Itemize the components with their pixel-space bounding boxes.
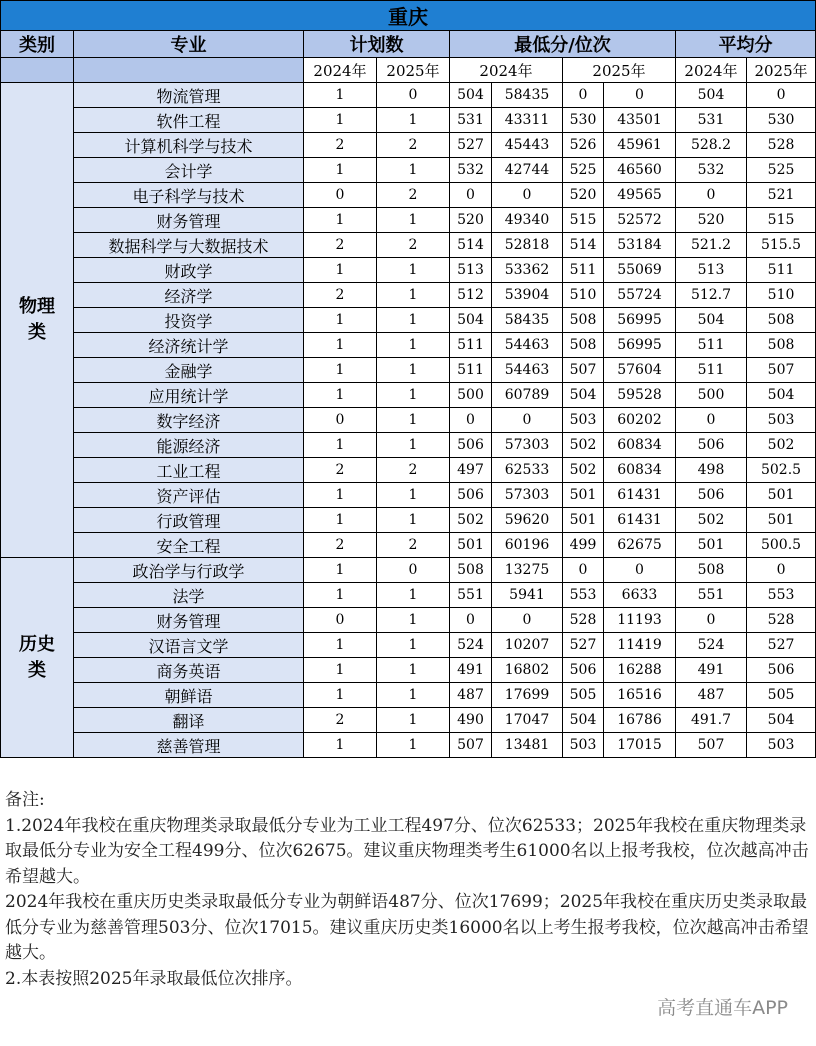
major-cell: 电子科学与技术 xyxy=(74,183,304,208)
avg-2025-cell: 507 xyxy=(747,358,816,383)
header-row xyxy=(1,31,816,58)
min-2024-cell: 0 xyxy=(450,183,492,208)
min-2025-cell: 0 xyxy=(563,83,604,108)
min-2025-cell: 503 xyxy=(563,733,604,758)
min-2025-cell: 530 xyxy=(563,108,604,133)
min-2025-cell: 514 xyxy=(563,233,604,258)
rank-2025-cell: 60202 xyxy=(604,408,676,433)
rank-2025-cell: 55069 xyxy=(604,258,676,283)
min-2024-cell: 506 xyxy=(450,483,492,508)
major-cell: 数字经济 xyxy=(74,408,304,433)
avg-2025-cell: 502 xyxy=(747,433,816,458)
min-2024-cell: 500 xyxy=(450,383,492,408)
min-2024-cell: 504 xyxy=(450,83,492,108)
table-row xyxy=(1,633,816,658)
plan-2024-cell: 1 xyxy=(304,683,377,708)
avg-2024-cell: 0 xyxy=(676,408,747,433)
rank-2025-cell: 49565 xyxy=(604,183,676,208)
avg-2025-cell: 521 xyxy=(747,183,816,208)
rank-2025-cell: 55724 xyxy=(604,283,676,308)
min-2025-cell: 510 xyxy=(563,283,604,308)
avg-2024-cell: 0 xyxy=(676,183,747,208)
category-text-line-2: 类 xyxy=(28,322,46,343)
plan-2025-cell: 0 xyxy=(377,83,450,108)
table-row xyxy=(1,283,816,308)
min-2025-cell: 525 xyxy=(563,158,604,183)
major-cell: 会计学 xyxy=(74,158,304,183)
avg-2024-cell: 507 xyxy=(676,733,747,758)
min-2025-cell: 527 xyxy=(563,633,604,658)
rank-2024-cell: 5941 xyxy=(492,583,563,608)
min-2024-cell: 532 xyxy=(450,158,492,183)
table-row xyxy=(1,608,816,633)
rank-2025-cell: 0 xyxy=(604,558,676,583)
plan-2024-cell: 1 xyxy=(304,483,377,508)
avg-2024-cell: 500 xyxy=(676,383,747,408)
min-2025-cell: 503 xyxy=(563,408,604,433)
avg-2024-cell: 524 xyxy=(676,633,747,658)
min-2025-cell: 506 xyxy=(563,658,604,683)
year-blank-major xyxy=(74,58,304,83)
avg-2025-cell: 503 xyxy=(747,733,816,758)
plan-2025-cell: 1 xyxy=(377,358,450,383)
table-row xyxy=(1,208,816,233)
notes-line-1: 1.2024年我校在重庆物理类录取最低分专业为工业工程497分、位次62533；2025年我校在重庆物理类录取最低分专业为安全工程499分、位次62675。建议重庆物理类考生61000名以上报考我校，位次越高冲击希望越大。 xyxy=(5,815,809,887)
avg-2025-cell: 515 xyxy=(747,208,816,233)
min-2024-cell: 502 xyxy=(450,508,492,533)
min-2025-cell: 502 xyxy=(563,458,604,483)
avg-2024-cell: 491 xyxy=(676,658,747,683)
plan-2025-cell: 2 xyxy=(377,183,450,208)
min-2024-cell: 497 xyxy=(450,458,492,483)
avg-2025-cell: 553 xyxy=(747,583,816,608)
rank-2025-cell: 61431 xyxy=(604,483,676,508)
avg-2025-cell: 501 xyxy=(747,508,816,533)
rank-2025-cell: 6633 xyxy=(604,583,676,608)
min-2025-cell: 507 xyxy=(563,358,604,383)
major-cell: 经济统计学 xyxy=(74,333,304,358)
plan-2024-cell: 1 xyxy=(304,83,377,108)
header-category: 类别 xyxy=(1,31,74,58)
avg-2024-cell: 0 xyxy=(676,608,747,633)
table-row xyxy=(1,333,816,358)
year-min-2025: 2025年 xyxy=(563,58,676,83)
major-cell: 软件工程 xyxy=(74,108,304,133)
rank-2025-cell: 46560 xyxy=(604,158,676,183)
rank-2025-cell: 11193 xyxy=(604,608,676,633)
major-cell: 资产评估 xyxy=(74,483,304,508)
avg-2024-cell: 512.7 xyxy=(676,283,747,308)
plan-2025-cell: 1 xyxy=(377,158,450,183)
min-2025-cell: 511 xyxy=(563,258,604,283)
min-2025-cell: 504 xyxy=(563,708,604,733)
table-row xyxy=(1,258,816,283)
rank-2025-cell: 16288 xyxy=(604,658,676,683)
avg-2025-cell: 504 xyxy=(747,708,816,733)
plan-2024-cell: 2 xyxy=(304,283,377,308)
avg-2024-cell: 491.7 xyxy=(676,708,747,733)
plan-2025-cell: 1 xyxy=(377,483,450,508)
plan-2024-cell: 1 xyxy=(304,558,377,583)
rank-2025-cell: 43501 xyxy=(604,108,676,133)
avg-2025-cell: 0 xyxy=(747,83,816,108)
year-plan-2024: 2024年 xyxy=(304,58,377,83)
rank-2025-cell: 57604 xyxy=(604,358,676,383)
major-cell: 翻译 xyxy=(74,708,304,733)
rank-2024-cell: 13481 xyxy=(492,733,563,758)
avg-2025-cell: 0 xyxy=(747,558,816,583)
avg-2025-cell: 503 xyxy=(747,408,816,433)
min-2025-cell: 528 xyxy=(563,608,604,633)
major-cell: 法学 xyxy=(74,583,304,608)
year-avg-2024: 2024年 xyxy=(676,58,747,83)
header-major: 专业 xyxy=(74,31,304,58)
title-row xyxy=(1,1,816,31)
major-cell: 物流管理 xyxy=(74,83,304,108)
rank-2025-cell: 56995 xyxy=(604,308,676,333)
avg-2025-cell: 504 xyxy=(747,383,816,408)
min-2024-cell: 520 xyxy=(450,208,492,233)
plan-2025-cell: 1 xyxy=(377,408,450,433)
rank-2024-cell: 54463 xyxy=(492,333,563,358)
min-2025-cell: 0 xyxy=(563,558,604,583)
rank-2024-cell: 52818 xyxy=(492,233,563,258)
rank-2024-cell: 57303 xyxy=(492,483,563,508)
min-2025-cell: 499 xyxy=(563,533,604,558)
min-2024-cell: 487 xyxy=(450,683,492,708)
plan-2025-cell: 1 xyxy=(377,333,450,358)
min-2025-cell: 526 xyxy=(563,133,604,158)
plan-2025-cell: 1 xyxy=(377,633,450,658)
table-row xyxy=(1,458,816,483)
plan-2024-cell: 0 xyxy=(304,408,377,433)
avg-2024-cell: 506 xyxy=(676,483,747,508)
plan-2024-cell: 1 xyxy=(304,733,377,758)
avg-2025-cell: 510 xyxy=(747,283,816,308)
plan-2025-cell: 1 xyxy=(377,608,450,633)
major-cell: 朝鲜语 xyxy=(74,683,304,708)
plan-2025-cell: 2 xyxy=(377,533,450,558)
avg-2024-cell: 520 xyxy=(676,208,747,233)
plan-2025-cell: 1 xyxy=(377,283,450,308)
plan-2025-cell: 1 xyxy=(377,208,450,233)
plan-2025-cell: 1 xyxy=(377,683,450,708)
avg-2024-cell: 501 xyxy=(676,533,747,558)
major-cell: 财政学 xyxy=(74,258,304,283)
table-row xyxy=(1,133,816,158)
major-cell: 投资学 xyxy=(74,308,304,333)
avg-2024-cell: 504 xyxy=(676,308,747,333)
rank-2024-cell: 62533 xyxy=(492,458,563,483)
plan-2024-cell: 1 xyxy=(304,583,377,608)
avg-2025-cell: 501 xyxy=(747,483,816,508)
min-2024-cell: 551 xyxy=(450,583,492,608)
rank-2024-cell: 10207 xyxy=(492,633,563,658)
major-cell: 政治学与行政学 xyxy=(74,558,304,583)
plan-2024-cell: 1 xyxy=(304,258,377,283)
header-plan: 计划数 xyxy=(304,31,450,58)
major-cell: 行政管理 xyxy=(74,508,304,533)
table-row xyxy=(1,308,816,333)
rank-2024-cell: 54463 xyxy=(492,358,563,383)
avg-2025-cell: 508 xyxy=(747,333,816,358)
table-row xyxy=(1,408,816,433)
avg-2025-cell: 527 xyxy=(747,633,816,658)
plan-2024-cell: 1 xyxy=(304,158,377,183)
min-2024-cell: 0 xyxy=(450,608,492,633)
table-row xyxy=(1,83,816,108)
rank-2024-cell: 17047 xyxy=(492,708,563,733)
plan-2025-cell: 2 xyxy=(377,133,450,158)
plan-2024-cell: 1 xyxy=(304,383,377,408)
plan-2025-cell: 2 xyxy=(377,458,450,483)
min-2025-cell: 553 xyxy=(563,583,604,608)
rank-2024-cell: 45443 xyxy=(492,133,563,158)
min-2024-cell: 491 xyxy=(450,658,492,683)
major-cell: 计算机科学与技术 xyxy=(74,133,304,158)
category-text-line-2: 类 xyxy=(28,659,46,681)
avg-2025-cell: 530 xyxy=(747,108,816,133)
rank-2024-cell: 0 xyxy=(492,608,563,633)
rank-2025-cell: 62675 xyxy=(604,533,676,558)
rank-2025-cell: 60834 xyxy=(604,433,676,458)
year-blank-category xyxy=(1,58,74,83)
avg-2025-cell: 500.5 xyxy=(747,533,816,558)
rank-2025-cell: 56995 xyxy=(604,333,676,358)
header-min-rank: 最低分/位次 xyxy=(450,31,676,58)
plan-2025-cell: 1 xyxy=(377,658,450,683)
rank-2025-cell: 17015 xyxy=(604,733,676,758)
avg-2024-cell: 528.2 xyxy=(676,133,747,158)
avg-2024-cell: 511 xyxy=(676,333,747,358)
avg-2024-cell: 511 xyxy=(676,358,747,383)
min-2024-cell: 501 xyxy=(450,533,492,558)
avg-2024-cell: 498 xyxy=(676,458,747,483)
avg-2024-cell: 502 xyxy=(676,508,747,533)
plan-2024-cell: 1 xyxy=(304,433,377,458)
year-avg-2025: 2025年 xyxy=(747,58,816,83)
min-2024-cell: 511 xyxy=(450,358,492,383)
min-2025-cell: 508 xyxy=(563,308,604,333)
plan-2025-cell: 1 xyxy=(377,433,450,458)
min-2024-cell: 504 xyxy=(450,308,492,333)
table-row xyxy=(1,483,816,508)
rank-2025-cell: 59528 xyxy=(604,383,676,408)
avg-2025-cell: 528 xyxy=(747,608,816,633)
major-cell: 能源经济 xyxy=(74,433,304,458)
min-2024-cell: 490 xyxy=(450,708,492,733)
min-2024-cell: 508 xyxy=(450,558,492,583)
major-cell: 财务管理 xyxy=(74,208,304,233)
plan-2025-cell: 1 xyxy=(377,258,450,283)
rank-2024-cell: 43311 xyxy=(492,108,563,133)
avg-2025-cell: 528 xyxy=(747,133,816,158)
plan-2024-cell: 1 xyxy=(304,508,377,533)
plan-2024-cell: 2 xyxy=(304,458,377,483)
rank-2024-cell: 58435 xyxy=(492,308,563,333)
plan-2024-cell: 0 xyxy=(304,183,377,208)
notes-section xyxy=(5,788,813,992)
avg-2024-cell: 513 xyxy=(676,258,747,283)
min-2025-cell: 501 xyxy=(563,483,604,508)
avg-2025-cell: 506 xyxy=(747,658,816,683)
min-2025-cell: 520 xyxy=(563,183,604,208)
min-2024-cell: 512 xyxy=(450,283,492,308)
major-cell: 安全工程 xyxy=(74,533,304,558)
avg-2024-cell: 521.2 xyxy=(676,233,747,258)
category-cell xyxy=(1,558,74,758)
year-plan-2025: 2025年 xyxy=(377,58,450,83)
major-cell: 商务英语 xyxy=(74,658,304,683)
plan-2025-cell: 0 xyxy=(377,558,450,583)
min-2025-cell: 501 xyxy=(563,508,604,533)
rank-2025-cell: 11419 xyxy=(604,633,676,658)
rank-2024-cell: 53362 xyxy=(492,258,563,283)
rank-2024-cell: 17699 xyxy=(492,683,563,708)
table-row xyxy=(1,108,816,133)
plan-2025-cell: 1 xyxy=(377,308,450,333)
rank-2024-cell: 42744 xyxy=(492,158,563,183)
table-row xyxy=(1,158,816,183)
min-2025-cell: 508 xyxy=(563,333,604,358)
min-2024-cell: 527 xyxy=(450,133,492,158)
plan-2025-cell: 1 xyxy=(377,708,450,733)
plan-2024-cell: 2 xyxy=(304,133,377,158)
table-row xyxy=(1,583,816,608)
plan-2024-cell: 1 xyxy=(304,358,377,383)
year-min-2024: 2024年 xyxy=(450,58,563,83)
rank-2024-cell: 58435 xyxy=(492,83,563,108)
min-2025-cell: 515 xyxy=(563,208,604,233)
rank-2025-cell: 61431 xyxy=(604,508,676,533)
year-row xyxy=(1,58,816,83)
table-row xyxy=(1,433,816,458)
rank-2024-cell: 57303 xyxy=(492,433,563,458)
table-row xyxy=(1,508,816,533)
plan-2024-cell: 2 xyxy=(304,708,377,733)
avg-2024-cell: 487 xyxy=(676,683,747,708)
notes-line-3: 2.本表按照2025年录取最低位次排序。 xyxy=(5,968,303,989)
rank-2024-cell: 16802 xyxy=(492,658,563,683)
notes-label: 备注: xyxy=(5,790,45,810)
rank-2024-cell: 59620 xyxy=(492,508,563,533)
table-row xyxy=(1,383,816,408)
rank-2024-cell: 13275 xyxy=(492,558,563,583)
rank-2025-cell: 52572 xyxy=(604,208,676,233)
avg-2024-cell: 551 xyxy=(676,583,747,608)
avg-2025-cell: 508 xyxy=(747,308,816,333)
avg-2025-cell: 525 xyxy=(747,158,816,183)
category-text-line-1: 物理 xyxy=(19,296,55,317)
avg-2024-cell: 504 xyxy=(676,83,747,108)
rank-2025-cell: 53184 xyxy=(604,233,676,258)
table-row xyxy=(1,533,816,558)
table-row xyxy=(1,183,816,208)
plan-2025-cell: 1 xyxy=(377,508,450,533)
avg-2024-cell: 506 xyxy=(676,433,747,458)
plan-2024-cell: 1 xyxy=(304,108,377,133)
plan-2024-cell: 1 xyxy=(304,333,377,358)
major-cell: 数据科学与大数据技术 xyxy=(74,233,304,258)
avg-2025-cell: 505 xyxy=(747,683,816,708)
min-2024-cell: 524 xyxy=(450,633,492,658)
plan-2024-cell: 1 xyxy=(304,308,377,333)
category-text-line-1: 历史 xyxy=(19,633,55,655)
header-avg: 平均分 xyxy=(676,31,816,58)
table-row xyxy=(1,658,816,683)
table-row xyxy=(1,358,816,383)
avg-2024-cell: 532 xyxy=(676,158,747,183)
avg-2025-cell: 511 xyxy=(747,258,816,283)
rank-2025-cell: 60834 xyxy=(604,458,676,483)
rank-2025-cell: 16786 xyxy=(604,708,676,733)
min-2025-cell: 504 xyxy=(563,383,604,408)
min-2024-cell: 511 xyxy=(450,333,492,358)
avg-2024-cell: 508 xyxy=(676,558,747,583)
major-cell: 应用统计学 xyxy=(74,383,304,408)
table-row xyxy=(1,233,816,258)
min-2024-cell: 514 xyxy=(450,233,492,258)
avg-2025-cell: 502.5 xyxy=(747,458,816,483)
table-row xyxy=(1,708,816,733)
rank-2024-cell: 0 xyxy=(492,183,563,208)
min-2024-cell: 0 xyxy=(450,408,492,433)
watermark: 高考直通车APP xyxy=(657,997,788,1019)
min-2025-cell: 505 xyxy=(563,683,604,708)
plan-2024-cell: 1 xyxy=(304,658,377,683)
avg-2025-cell: 515.5 xyxy=(747,233,816,258)
rank-2025-cell: 45961 xyxy=(604,133,676,158)
min-2025-cell: 502 xyxy=(563,433,604,458)
plan-2024-cell: 2 xyxy=(304,233,377,258)
rank-2025-cell: 16516 xyxy=(604,683,676,708)
plan-2024-cell: 1 xyxy=(304,208,377,233)
plan-2025-cell: 1 xyxy=(377,583,450,608)
rank-2024-cell: 53904 xyxy=(492,283,563,308)
major-cell: 财务管理 xyxy=(74,608,304,633)
rank-2024-cell: 0 xyxy=(492,408,563,433)
plan-2024-cell: 0 xyxy=(304,608,377,633)
rank-2025-cell: 0 xyxy=(604,83,676,108)
min-2024-cell: 531 xyxy=(450,108,492,133)
table-row xyxy=(1,733,816,758)
table-row xyxy=(1,558,816,583)
major-cell: 经济学 xyxy=(74,283,304,308)
plan-2025-cell: 1 xyxy=(377,108,450,133)
plan-2025-cell: 1 xyxy=(377,383,450,408)
rank-2024-cell: 60789 xyxy=(492,383,563,408)
plan-2025-cell: 2 xyxy=(377,233,450,258)
category-cell xyxy=(1,83,74,558)
min-2024-cell: 506 xyxy=(450,433,492,458)
rank-2024-cell: 49340 xyxy=(492,208,563,233)
min-2024-cell: 513 xyxy=(450,258,492,283)
notes-line-2: 2024年我校在重庆历史类录取最低分专业为朝鲜语487分、位次17699；2025年我校在重庆历史类录取最低分专业为慈善管理503分、位次17015。建议重庆历史类16000名以上考生报考我校，位次越高冲击希望越大。 xyxy=(5,892,809,963)
plan-2024-cell: 2 xyxy=(304,533,377,558)
table-row xyxy=(1,683,816,708)
major-cell: 汉语言文学 xyxy=(74,633,304,658)
major-cell: 工业工程 xyxy=(74,458,304,483)
plan-2024-cell: 1 xyxy=(304,633,377,658)
plan-2025-cell: 1 xyxy=(377,733,450,758)
table-title: 重庆 xyxy=(1,1,816,31)
avg-2024-cell: 531 xyxy=(676,108,747,133)
major-cell: 慈善管理 xyxy=(74,733,304,758)
rank-2024-cell: 60196 xyxy=(492,533,563,558)
min-2024-cell: 507 xyxy=(450,733,492,758)
major-cell: 金融学 xyxy=(74,358,304,383)
